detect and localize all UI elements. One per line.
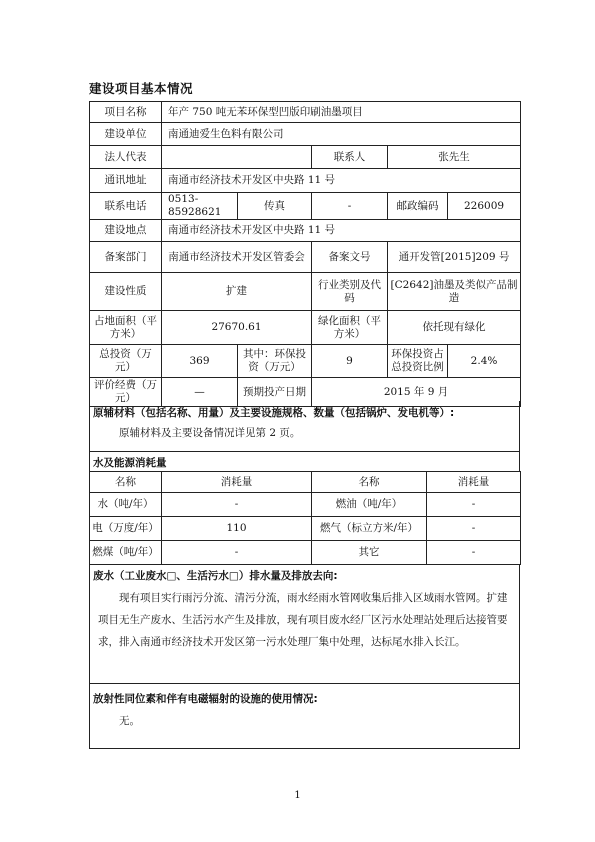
table-row: [90, 517, 521, 541]
industry-label: 行业类别及代码: [312, 273, 388, 311]
energy-amount: 110: [162, 517, 312, 541]
area-label: 占地面积（平方米）: [90, 311, 162, 345]
env-invest-value: 9: [312, 345, 388, 378]
energy-item: 燃油（吨/年）: [312, 493, 427, 517]
filing-no-value: 通开发管[2015]209 号: [388, 242, 521, 273]
energy-item: 燃气（标立方米/年）: [312, 517, 427, 541]
nature-label: 建设性质: [90, 273, 162, 311]
energy-item: 燃煤（吨/年）: [90, 541, 162, 565]
phone-label: 联系电话: [90, 193, 162, 220]
energy-item: 其它: [312, 541, 427, 565]
energy-table: [89, 471, 521, 565]
start-date-label: 预期投产日期: [238, 378, 312, 407]
contact-value: 张先生: [388, 146, 521, 169]
wastewater-heading: 废水（工业废水□、生活污水□）排水量及排放去向:: [93, 570, 338, 582]
energy-amount: -: [427, 493, 521, 517]
invest-value: 369: [162, 345, 238, 378]
wastewater-text: 现有项目实行雨污分流、清污分流，雨水经雨水管网收集后排入区域雨水管网。扩建项目无生产废水、生活污水产生及排放，现有项目废水经厂区污水处理站处理后达接管要求，排入南通市经济技术开发区第一污水处理厂集中处理，达标尾水排入长江。: [98, 592, 508, 648]
contact-label: 联系人: [312, 146, 388, 169]
industry-value: [C2642]油墨及类似产品制造: [388, 273, 521, 311]
wastewater-section: [89, 564, 520, 684]
energy-amount: -: [162, 541, 312, 565]
project-name-value: 年产 750 吨无苯环保型凹版印刷油墨项目: [162, 102, 521, 123]
review-fee-label: 评价经费（万元）: [90, 378, 162, 407]
legal-rep-label: 法人代表: [90, 146, 162, 169]
nature-value: 扩建: [162, 273, 312, 311]
address-label: 通讯地址: [90, 169, 162, 193]
table-row: [90, 493, 521, 517]
energy-col-amount-1: 消耗量: [162, 472, 312, 493]
energy-col-amount-2: 消耗量: [427, 472, 521, 493]
energy-item: 电（万度/年）: [90, 517, 162, 541]
materials-heading: 原辅材料（包括名称、用量）及主要设施规格、数量（包括锅炉、发电机等）:: [93, 407, 455, 419]
fax-value: -: [312, 193, 388, 220]
start-date-value: 2015 年 9 月: [312, 378, 521, 407]
filing-dept-value: 南通市经济技术开发区管委会: [162, 242, 312, 273]
review-fee-value: —: [162, 378, 238, 407]
page-title: 建设项目基本情况: [89, 81, 194, 96]
postcode-value: 226009: [448, 193, 521, 220]
radiation-section: [89, 683, 520, 749]
page-number: 1: [294, 790, 301, 801]
materials-text: 原辅材料及主要设备情况详见第 2 页。: [119, 427, 301, 439]
energy-amount: -: [427, 541, 521, 565]
energy-col-name-1: 名称: [90, 472, 162, 493]
area-value: 27670.61: [162, 311, 312, 345]
env-ratio-label: 环保投资占总投资比例: [388, 345, 448, 378]
env-ratio-value: 2.4%: [448, 345, 521, 378]
fax-label: 传真: [238, 193, 312, 220]
invest-label: 总投资（万元）: [90, 345, 162, 378]
filing-dept-label: 备案部门: [90, 242, 162, 273]
postcode-label: 邮政编码: [388, 193, 448, 220]
green-label: 绿化面积（平方米）: [312, 311, 388, 345]
radiation-text: 无。: [119, 715, 140, 727]
materials-section: [89, 401, 520, 452]
phone-value: 0513-85928621: [162, 193, 238, 220]
energy-col-name-2: 名称: [312, 472, 427, 493]
env-invest-label: 其中：环保投资（万元）: [238, 345, 312, 378]
basic-info-table: [89, 101, 521, 407]
legal-rep-value: [162, 146, 312, 169]
builder-value: 南通迪爱生色料有限公司: [162, 123, 521, 146]
green-value: 依托现有绿化: [388, 311, 521, 345]
energy-section: [89, 451, 520, 472]
project-name-label: 项目名称: [90, 102, 162, 123]
energy-item: 水（吨/年）: [90, 493, 162, 517]
energy-amount: -: [427, 517, 521, 541]
address-value: 南通市经济技术开发区中央路 11 号: [162, 169, 521, 193]
site-value: 南通市经济技术开发区中央路 11 号: [162, 220, 521, 242]
site-label: 建设地点: [90, 220, 162, 242]
filing-no-label: 备案文号: [312, 242, 388, 273]
energy-heading: 水及能源消耗量: [93, 457, 167, 469]
energy-amount: -: [162, 493, 312, 517]
builder-label: 建设单位: [90, 123, 162, 146]
table-row: [90, 541, 521, 565]
radiation-heading: 放射性同位素和伴有电磁辐射的设施的使用情况:: [93, 693, 318, 705]
